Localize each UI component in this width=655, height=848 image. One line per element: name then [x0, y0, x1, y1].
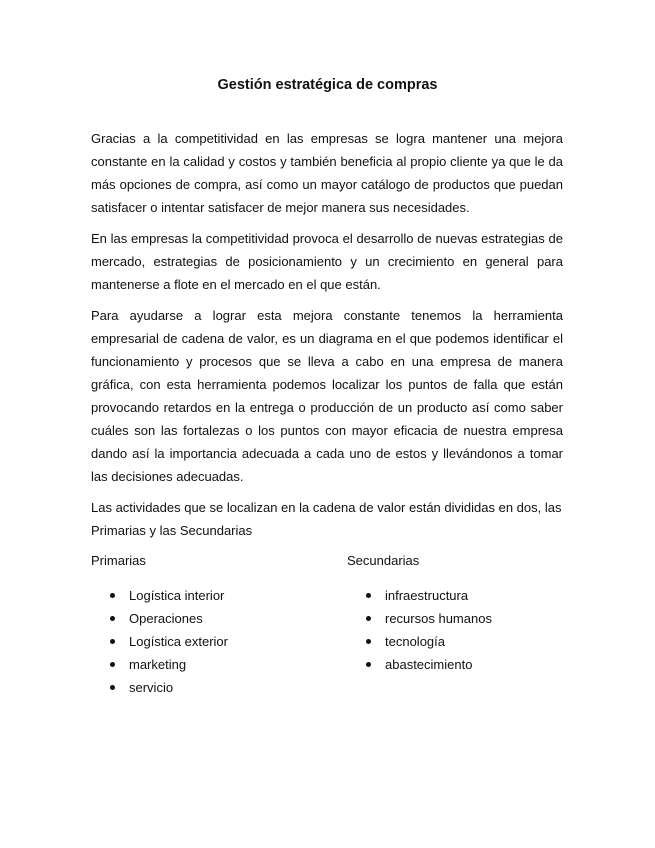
- document-body: [91, 127, 563, 712]
- list-item: [347, 607, 492, 630]
- paragraph-actividades: Las actividades que se localizan en la cadena de valor están divididas en dos, las Primarias y las Secundarias: [91, 500, 562, 538]
- activity-columns: [91, 552, 563, 712]
- list-item-label: marketing: [129, 657, 187, 672]
- secundarias-list: [347, 584, 492, 676]
- list-item-label: recursos humanos: [385, 611, 492, 626]
- bullet-icon: [110, 593, 115, 598]
- bullet-icon: [110, 685, 115, 690]
- list-item: [91, 607, 228, 630]
- paragraph-estrategias-mercado: En las empresas la competitividad provoca el desarrollo de nuevas estrategias de mercado, estrategias de posicionamiento y un crecimiento en general para mantenerse a flote en el mercado en el que están.: [91, 231, 563, 292]
- primarias-heading: Primarias: [91, 553, 146, 568]
- list-item: [91, 584, 228, 607]
- list-item-label: tecnología: [385, 634, 445, 649]
- list-item: [91, 676, 228, 699]
- bullet-icon: [366, 662, 371, 667]
- list-item-label: Logística interior: [129, 588, 225, 603]
- bullet-icon: [366, 616, 371, 621]
- secundarias-column: [347, 552, 492, 676]
- bullet-icon: [110, 639, 115, 644]
- list-item: [91, 630, 228, 653]
- list-item-label: servicio: [129, 680, 174, 695]
- list-item-label: abastecimiento: [385, 657, 473, 672]
- list-item-label: Logística exterior: [129, 634, 228, 649]
- list-item: [347, 584, 492, 607]
- list-item-label: Operaciones: [129, 611, 203, 626]
- primarias-column: [91, 552, 228, 699]
- document-title: Gestión estratégica de compras: [217, 77, 438, 93]
- list-item-label: infraestructura: [385, 588, 469, 603]
- primarias-list: [91, 584, 228, 699]
- list-item: [347, 653, 492, 676]
- bullet-icon: [366, 639, 371, 644]
- paragraph-cadena-de-valor: Para ayudarse a lograr esta mejora constante tenemos la herramienta empresarial de cadena de valor, es un diagrama en el que podemos identificar el funcionamiento y procesos que se lleva a cabo en una empresa de manera gráfica, con esta herramienta podemos localizar los puntos de falla que están provocando retardos en la entrega o producción de un producto así como saber cuáles son las fortalezas o los puntos con mayor eficacia de nuestra empresa dando así la importancia adecuada a cada uno de estos y llevándonos a tomar las decisiones adecuadas.: [91, 308, 563, 484]
- bullet-icon: [366, 593, 371, 598]
- bullet-icon: [110, 616, 115, 621]
- secundarias-heading: Secundarias: [347, 553, 420, 568]
- list-item: [347, 630, 492, 653]
- bullet-icon: [110, 662, 115, 667]
- list-item: [91, 653, 228, 676]
- paragraph-competitividad-clientes: Gracias a la competitividad en las empresas se logra mantener una mejora constante en la calidad y costos y también beneficia al propio cliente ya que le da más opciones de compra, así como un mayor catálogo de productos que puedan satisfacer o intentar satisfacer de mejor manera sus necesidades.: [91, 131, 563, 215]
